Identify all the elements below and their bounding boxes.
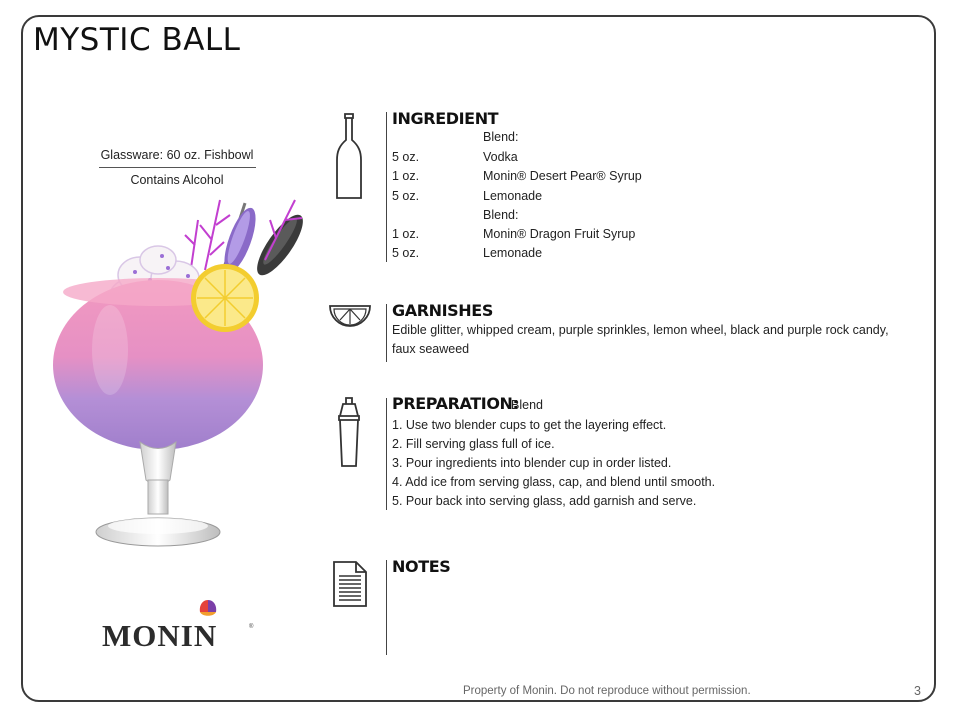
ingredient-amount: 5 oz.: [392, 246, 420, 260]
preparation-step: 1. Use two blender cups to get the layering effect.: [392, 418, 667, 432]
preparation-step: 2. Fill serving glass full of ice.: [392, 437, 555, 451]
preparation-step: 5. Pour back into serving glass, add garnish and serve.: [392, 494, 697, 508]
preparation-step: 4. Add ice from serving glass, cap, and blend until smooth.: [392, 475, 716, 489]
preparation-step: 3. Pour ingredients into blender cup in order listed.: [392, 456, 672, 470]
ingredient-divider: [386, 112, 387, 262]
notes-divider: [386, 560, 387, 655]
brand-name: MONIN: [102, 618, 218, 653]
monin-logo: [102, 598, 262, 653]
page-number: 3: [914, 684, 921, 698]
bottle-icon: [335, 112, 363, 202]
preparation-method: Blend: [511, 398, 543, 412]
garnishes-heading: GARNISHES: [392, 301, 493, 320]
preparation-divider: [386, 398, 387, 510]
ingredient-item: Monin® Dragon Fruit Syrup: [483, 227, 636, 241]
ingredient-item: Blend:: [483, 208, 519, 222]
notes-heading: NOTES: [392, 557, 451, 576]
ingredient-heading: INGREDIENT: [392, 109, 499, 128]
logo-mark: [198, 598, 218, 620]
ingredient-amount: 1 oz.: [392, 169, 420, 183]
brand-reg: ®: [249, 624, 254, 630]
divider: [99, 167, 256, 168]
alcohol-note: Contains Alcohol: [130, 173, 224, 187]
garnishes-text: Edible glitter, whipped cream, purple sprinkles, lemon wheel, black and purple rock candy, faux seaweed: [392, 323, 889, 356]
ingredient-item: Lemonade: [483, 189, 543, 203]
shaker-icon: [334, 396, 364, 468]
document-icon: [332, 560, 368, 608]
ingredient-amount: 5 oz.: [392, 150, 420, 164]
preparation-heading: PREPARATION:: [392, 394, 519, 413]
ingredient-item: Monin® Desert Pear® Syrup: [483, 169, 642, 183]
ingredient-amount: 1 oz.: [392, 227, 420, 241]
ingredient-item: Blend:: [483, 130, 519, 144]
garnish-divider: [386, 304, 387, 362]
ingredient-item: Lemonade: [483, 246, 543, 260]
ingredient-item: Vodka: [483, 150, 518, 164]
footer-notice: Property of Monin. Do not reproduce without permission.: [463, 685, 751, 697]
ingredient-amount: 5 oz.: [392, 189, 420, 203]
glassware-label: Glassware: 60 oz. Fishbowl: [100, 148, 254, 162]
page-title: MYSTIC BALL: [33, 22, 241, 58]
lemon-slice-icon: [328, 302, 372, 328]
drink-image: [40, 180, 320, 580]
